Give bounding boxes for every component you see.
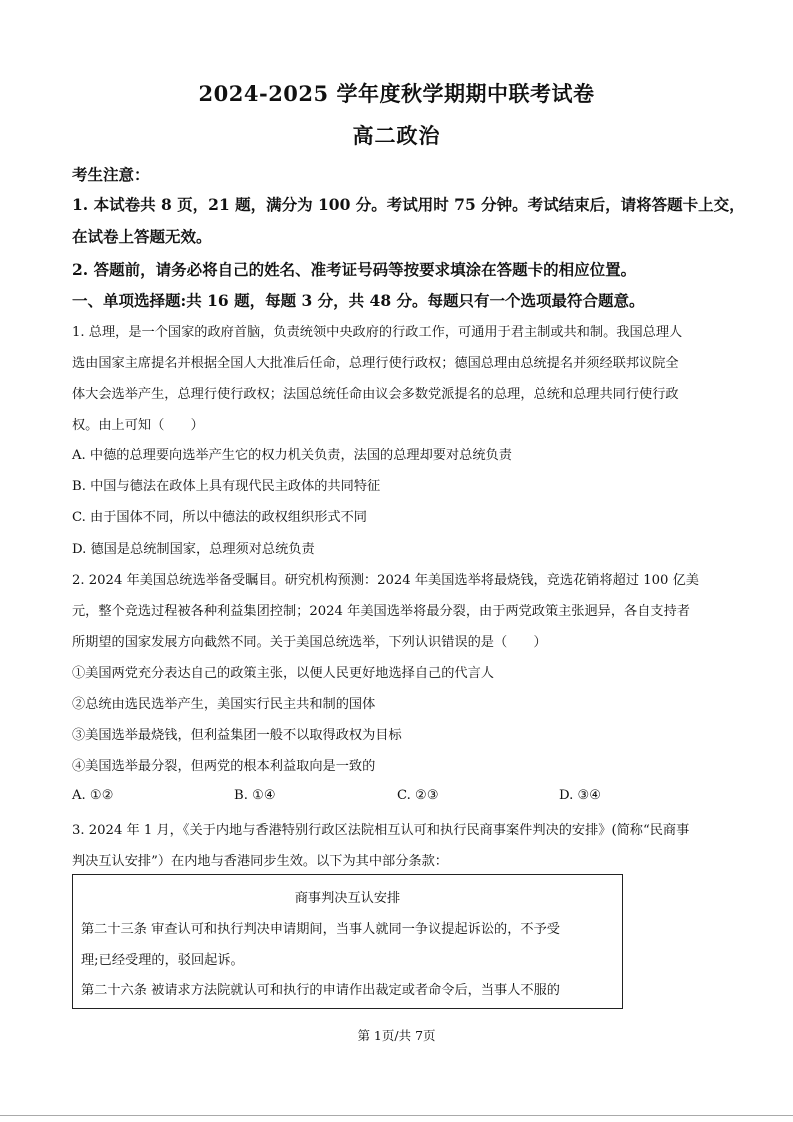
q3-box-title: 商事判决互认安排 — [294, 891, 401, 906]
q1-option-d: D. 德国是总统制国家，总理须对总统负责 — [72, 542, 315, 557]
q1-text: 权。由上可知（ ） — [72, 418, 204, 433]
section-1-heading: 一、单项选择题:共 16 题，每题 3 分，共 48 分。每题只有一个选项最符合题意。 — [72, 291, 645, 310]
q1-text: 1. 总理，是一个国家的政府首脑，负责统领中央政府的行政工作，可通用于君主制或共和制。我国总理人 — [72, 325, 683, 340]
exam-title: 2024-2025 学年度秋学期期中联考试卷 — [198, 81, 595, 106]
q3-text: 判决互认安排”）在内地与香港同步生效。以下为其中部分条款： — [72, 854, 448, 869]
subject-title: 高二政治 — [352, 123, 441, 148]
notice-item-1: 1. 本试卷共 8 页，21 题，满分为 100 分。考试用时 75 分钟。考试结束后，请将答题卡上交， — [72, 195, 745, 214]
notice-item-2: 2. 答题前，请务必将自己的姓名、准考证号码等按要求填涂在答题卡的相应位置。 — [72, 260, 637, 279]
notice-item-1-cont: 在试卷上答题无效。 — [72, 227, 212, 246]
q3-box-line: 理;已经受理的，驳回起诉。 — [81, 953, 244, 968]
q2-choice-d: D. ③④ — [559, 788, 602, 803]
page-number: 第 1页/共 7页 — [357, 1028, 436, 1043]
q2-statement-4: ④美国选举最分裂，但两党的根本利益取向是一致的 — [72, 759, 376, 774]
q2-text: 2. 2024 年美国总统选举备受瞩目。研究机构预测：2024 年美国选举将最烧钱，竞选花销将超过 100 亿美 — [72, 573, 699, 588]
q3-material-box — [72, 874, 623, 1009]
q2-choice-b: B. ①④ — [234, 788, 276, 803]
q2-statement-3: ③美国选举最烧钱，但利益集团一般不以取得政权为目标 — [72, 728, 402, 743]
q2-choice-a: A. ①② — [72, 788, 114, 803]
notice-heading: 考生注意： — [72, 165, 150, 184]
q1-option-b: B. 中国与德法在政体上具有现代民主政体的共同特征 — [72, 479, 381, 494]
q2-choice-c: C. ②③ — [397, 788, 439, 803]
q2-statement-1: ①美国两党充分表达自己的政策主张，以便人民更好地选择自己的代言人 — [72, 666, 494, 681]
q1-text: 选由国家主席提名并根据全国人大批准后任命，总理行使行政权；德国总理由总统提名并须经联邦议院全 — [72, 356, 679, 371]
q1-option-c: C. 由于国体不同，所以中德法的政权组织形式不同 — [72, 510, 367, 525]
q2-text: 所期望的国家发展方向截然不同。关于美国总统选举，下列认识错误的是（ ） — [72, 635, 547, 650]
q3-box-line: 第二十三条 审查认可和执行判决申请期间，当事人就同一争议提起诉讼的，不予受 — [81, 922, 560, 937]
q2-text: 元，整个竞选过程被各种利益集团控制；2024 年美国选举将最分裂，由于两党政策主张迥异，各自支持者 — [72, 604, 690, 619]
q3-box-line: 第二十六条 被请求方法院就认可和执行的申请作出裁定或者命令后，当事人不服的 — [81, 983, 560, 998]
q1-text: 体大会选举产生，总理行使行政权；法国总统任命由议会多数党派提名的总理，总统和总理共同行使行政 — [72, 387, 679, 402]
q3-text: 3. 2024 年 1 月，《关于内地与香港特别行政区法院相互认可和执行民商事案件判决的安排》(简称“民商事 — [72, 823, 690, 838]
q1-option-a: A. 中德的总理要向选举产生它的权力机关负责，法国的总理却要对总统负责 — [72, 448, 512, 463]
q2-statement-2: ②总统由选民选举产生，美国实行民主共和制的国体 — [72, 697, 376, 712]
page-bottom-divider — [0, 1115, 793, 1116]
